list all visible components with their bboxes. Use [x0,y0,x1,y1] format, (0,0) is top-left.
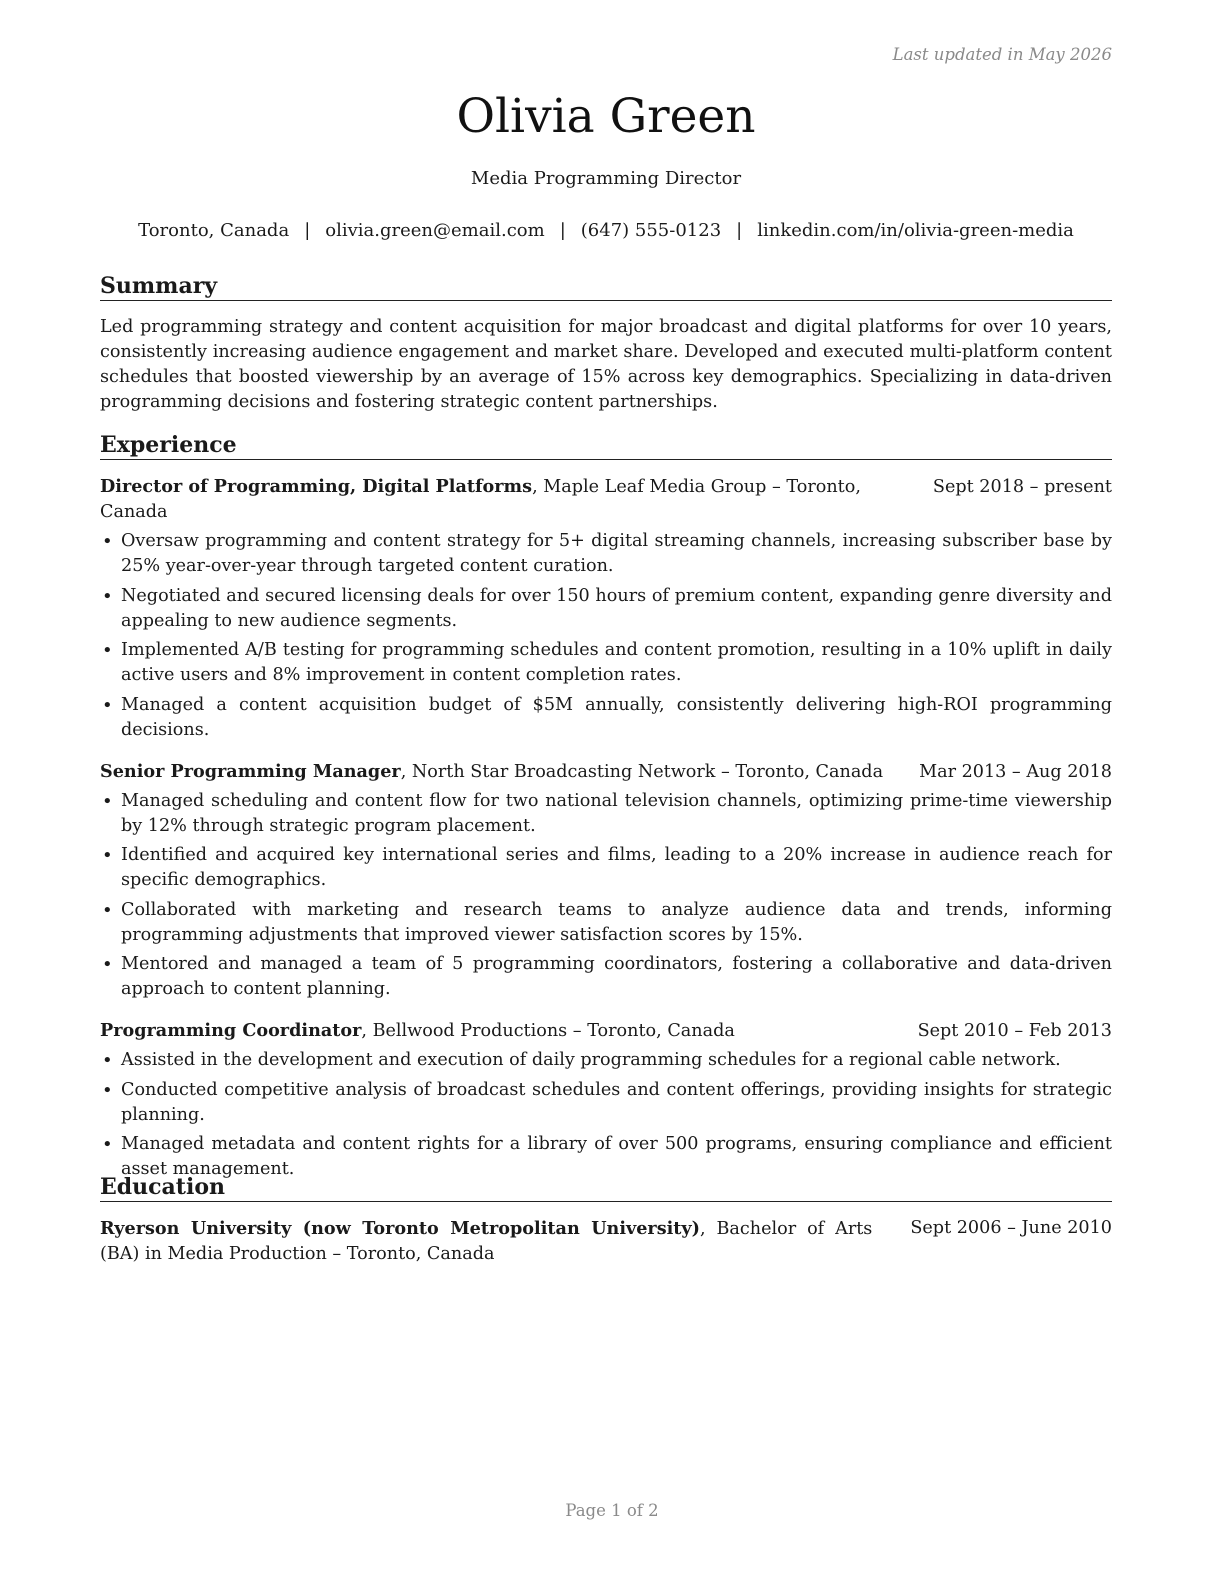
job-dates: Sept 2010 – Feb 2013 [917,1021,1112,1041]
job-dates: Sept 2018 – present [932,477,1112,497]
job-bullets [100,529,1112,743]
school-name: Ryerson University (now Toronto Metropolitan University) [100,1218,700,1239]
entry-header [100,1018,1112,1044]
bullet-item: • Managed metadata and content rights for a library of over 500 programs, ensuring compliance and efficient asset management. [100,1132,1112,1182]
education-dates: Sept 2006 – June 2010 [910,1218,1112,1238]
page-number: Page 1 of 2 [565,1501,659,1520]
bullet-item: • Negotiated and secured licensing deals for over 150 hours of premium content, expanding genre diversity and appealing to new audience segments. [100,584,1112,634]
experience-entry [100,1018,1112,1182]
experience-entry [100,474,1112,743]
job-dates: Mar 2013 – Aug 2018 [919,761,1112,782]
summary-text: Led programming strategy and content acquisition for major broadcast and digital platforms for over 10 years, consistently increasing audience engagement and market share. Developed and executed multi-platform content schedules that boosted viewership by an average of 15% across key demographics. Specializing in data-driven programming decisions and fostering strategic content partnerships. [100,317,1112,412]
degree-details: , Bachelor of Arts (BA) in Media Production – Toronto, Canada [100,1219,873,1264]
contact-linkedin[interactable]: linkedin.com/in/olivia-green-media [757,220,1074,241]
bullet-item: • Managed scheduling and content flow for two national television channels, optimizing prime-time viewership by 12% through strategic program placement. [100,789,1112,839]
last-updated-note: Last updated in May 2026 [892,45,1112,64]
contact-phone[interactable]: (647) 555-0123 [580,220,722,241]
summary-section [100,272,1112,415]
section-title-experience: Experience [100,431,1112,460]
entry-header [100,759,1112,785]
job-title: Programming Coordinator [100,1020,362,1041]
contact-separator: | [304,220,311,241]
experience-section [100,431,1112,1187]
contact-email[interactable]: olivia.green@email.com [325,220,545,241]
bullet-item: • Assisted in the development and execution of daily programming schedules for a regional cable network. [100,1048,1112,1073]
entry-header [100,474,1112,525]
contact-separator: | [559,220,566,241]
job-bullets [100,789,1112,1003]
job-organization: , Bellwood Productions – Toronto, Canada [361,1021,735,1041]
section-title-education: Education [100,1173,1112,1202]
contact-location: Toronto, Canada [138,220,290,241]
bullet-item: • Implemented A/B testing for programming schedules and content promotion, resulting in a 10% uplift in daily active users and 8% improvement in content completion rates. [100,638,1112,688]
bullet-item: • Oversaw programming and content strategy for 5+ digital streaming channels, increasing subscriber base by 25% year-over-year through targeted content curation. [100,529,1112,579]
contact-line [100,220,1112,242]
candidate-headline: Media Programming Director [470,168,742,189]
education-entry [100,1216,1112,1267]
section-title-summary: Summary [100,272,1112,301]
job-title: Director of Programming, Digital Platforms [100,476,533,497]
candidate-name: Olivia Green [456,89,756,144]
contact-separator: | [736,220,743,241]
bullet-item: • Mentored and managed a team of 5 programming coordinators, fostering a collaborative and data-driven approach to content planning. [100,952,1112,1002]
job-title: Senior Programming Manager [100,760,401,782]
education-section [100,1173,1112,1267]
bullet-item: • Identified and acquired key international series and films, leading to a 20% increase in audience reach for specific demographics. [100,843,1112,893]
bullet-item: • Conducted competitive analysis of broadcast schedules and content offerings, providing insights for strategic planning. [100,1078,1112,1128]
job-organization: , Maple Leaf Media Group – Toronto, Canada [100,477,861,522]
bullet-item: • Managed a content acquisition budget of $5M annually, consistently delivering high-ROI programming decisions. [100,693,1112,743]
job-bullets [100,1048,1112,1182]
bullet-item: • Collaborated with marketing and research teams to analyze audience data and trends, informing programming adjustments that improved viewer satisfaction scores by 15%. [100,898,1112,948]
experience-entry [100,759,1112,1003]
entry-header [100,1216,1112,1267]
job-organization: , North Star Broadcasting Network – Toronto, Canada [400,761,884,782]
